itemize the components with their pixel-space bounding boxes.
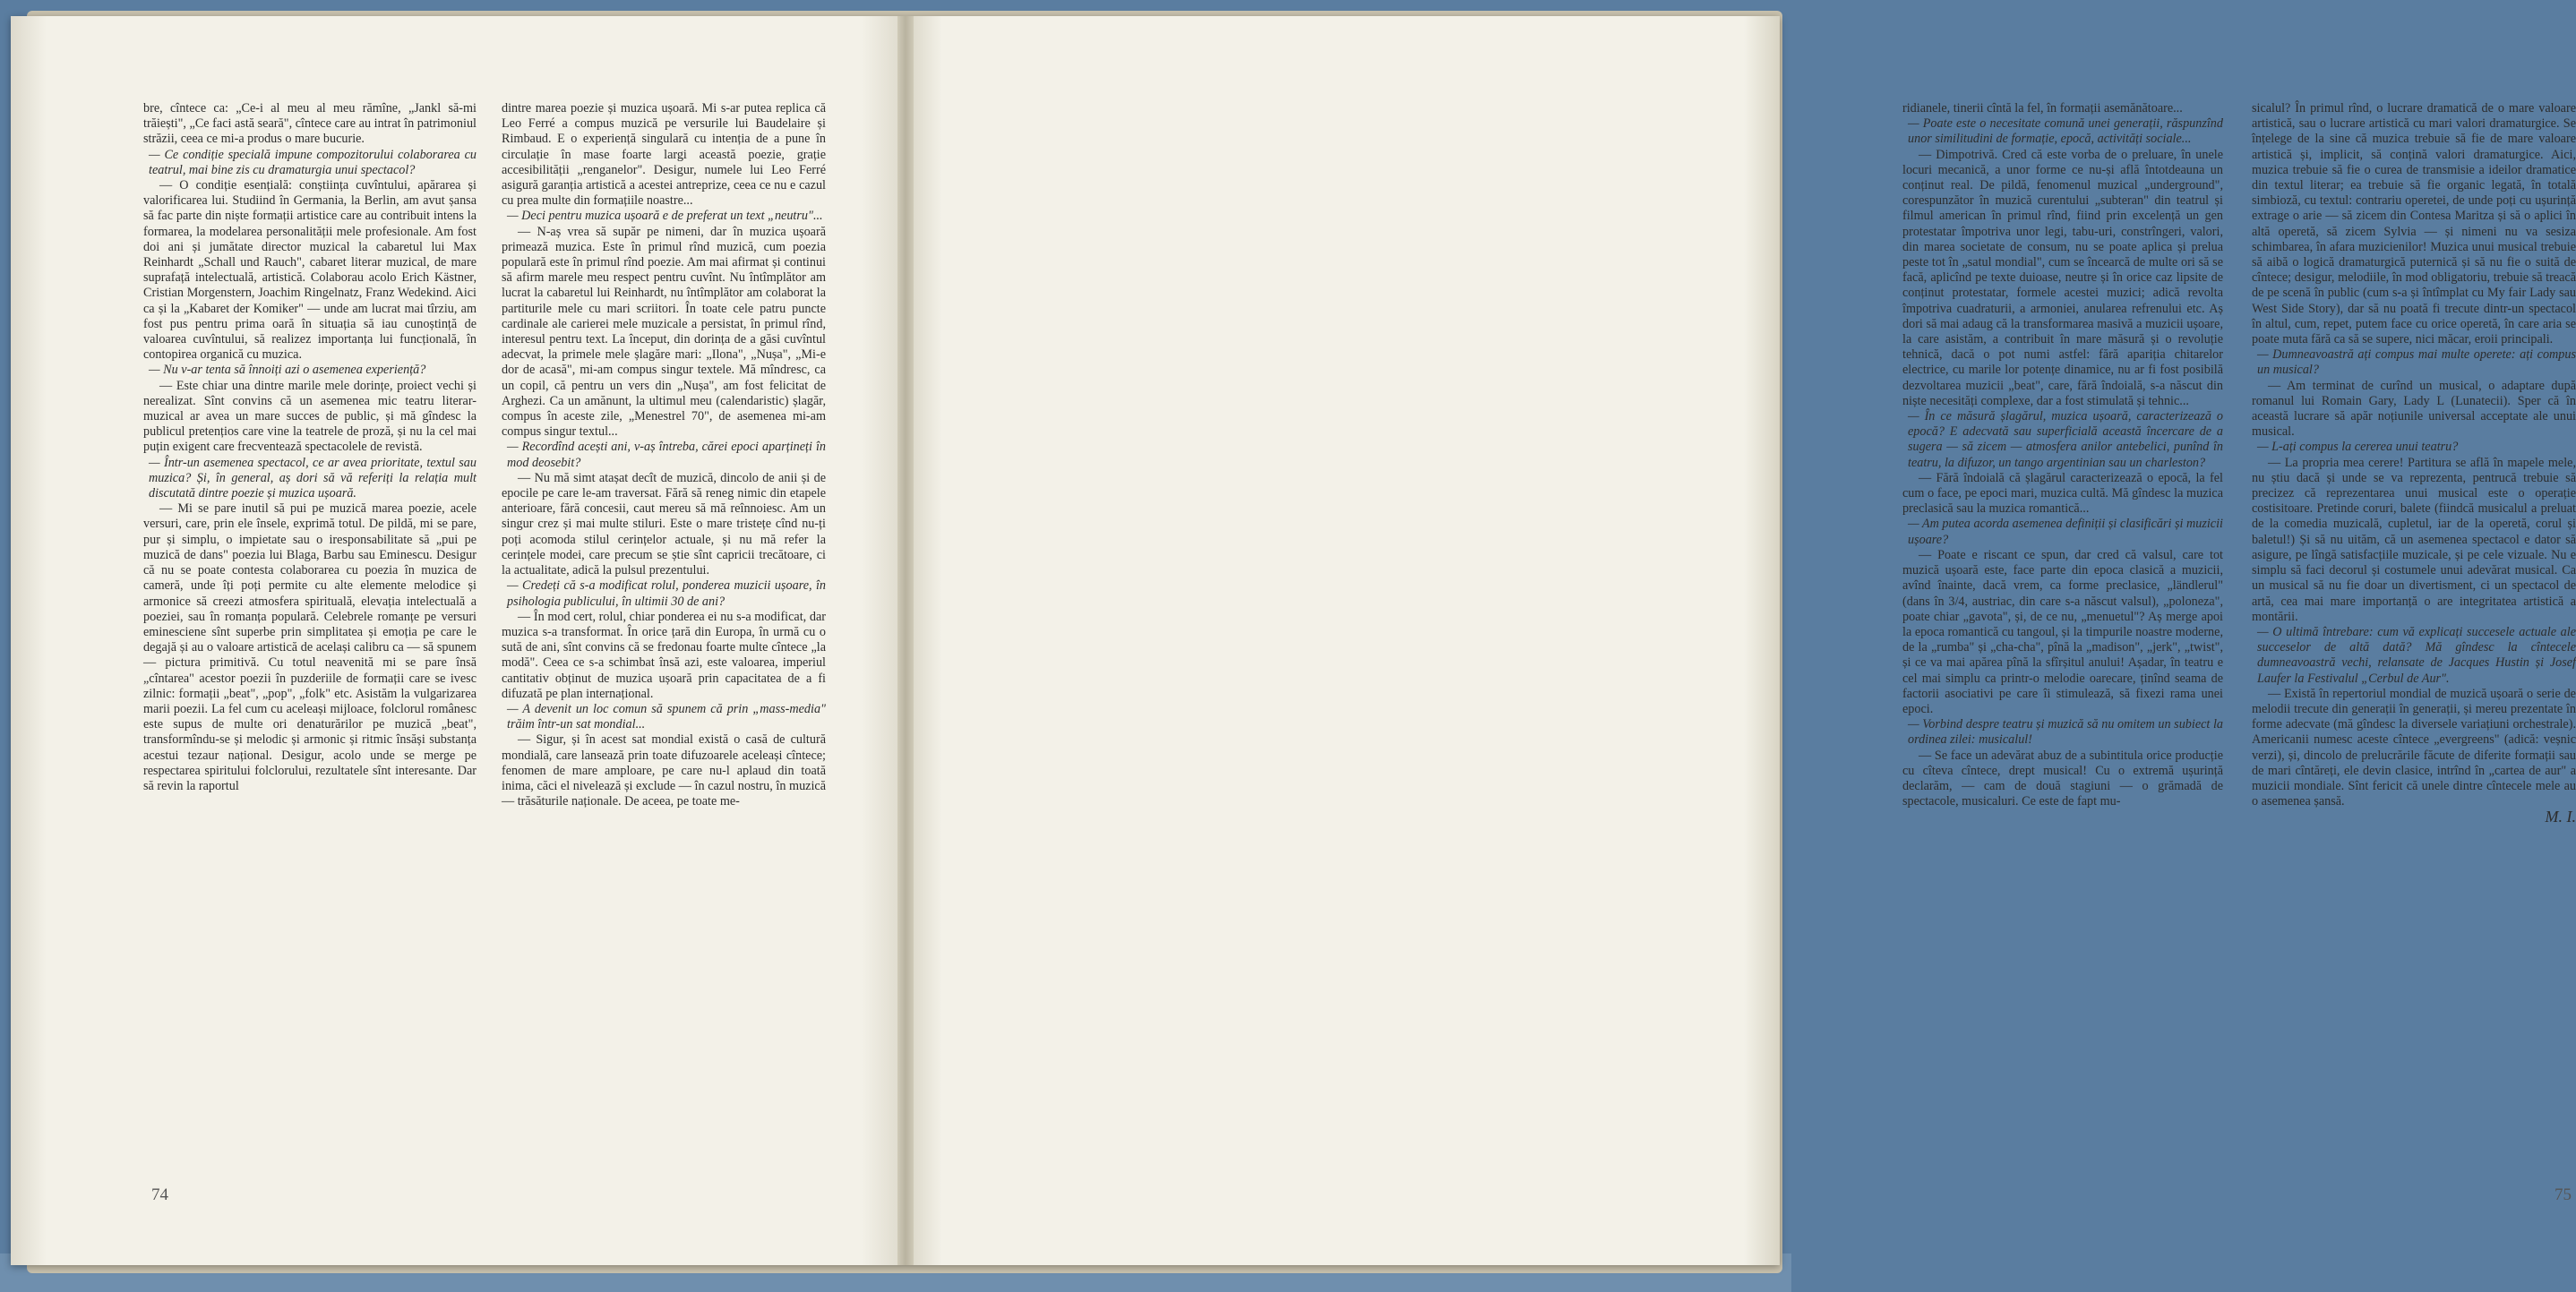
paragraph: — În mod cert, rolul, chiar ponderea ei nu s-a modificat, dar muzica s-a transformat. În orice țară din Europa, în urmă cu o sută de ani, sînt convins că se fredonau foarte multe cîntece „la modă". Ceea ce s-a schimbat însă azi, este valoarea, imperiul cantitativ obținut de muzica ușoară prin capacitatea de a fi difuzată pe plan internațional. <box>502 609 826 701</box>
open-book <box>11 16 2576 1265</box>
left-page-column-2 <box>502 101 826 1149</box>
paragraph: — O condiție esențială: conștiința cuvîntului, apărarea și valorificarea lui. Studiind în Germania, la Berlin, am avut șansa să fac parte din niște formații artistice care au contribuit intens la formarea, la modelarea personalității mele profesionale. Am fost doi ani și jumătate director muzical la cabaretul lui Max Reinhardt „Schall und Rauch", cabaret literar muzical, de mare suprafață intelectuală, artistică. Colaborau acolo Erich Kästner, Cristian Morgenstern, Joachim Ringelnatz, Franz Wedekind. Aici ca și la „Kabaret der Komiker" — unde am lucrat mai tîrziu, am fost pus pentru prima oară în situația să iau cunoștință de valoarea cuvîntului, să realizez importanța lui funcțională, în contopirea organică cu muzica. <box>143 178 477 363</box>
paragraph: sicalul? În primul rînd, o lucrare dramatică de o mare valoare artistică, sau o lucrare artistică cu mari valori dramaturgice. Se înțelege de la sine că muzica trebuie să fie de mare valoare artistică și, implicit, să conțină valori dramaturgice. Aici, muzica trebuie să fie o curea de transmisie a ideilor dramatice din textul literar; ea trebuie să fie organic legată, în totală simbioză, cu textul: contrariu operetei, de unde poți cu ușurință extrage o arie — să zicem din Contesa Maritza și să o aplici în altă operetă, să zicem Sylvia — și nimeni nu va sesiza schimbarea, în afara muzicienilor! Muzica unui musical trebuie să aibă o logică dramaturgică puternică și să nu fie o suită de cîntece; desigur, melodiile, în mod obligatoriu, trebuie să treacă de pe scenă în public (cum s-a și întîmplat cu My fair Lady sau West Side Story), dar să nu poată fi trecute dintr-un spectacol în altul, cum, repet, putem face cu orice operetă, în care aria se poate muta fără ca să se supere, nici măcar, eroii principali. <box>2252 101 2576 347</box>
interview-question: — Am putea acorda asemenea definiții și clasificări și muzicii ușoare? <box>1908 517 2223 547</box>
paragraph: — Poate e riscant ce spun, dar cred că valsul, care tot muzică ușoară este, face parte din epoca clasică a muzicii, avînd înainte, dacă vrem, ca forme preclasice, „ländlerul" (dans în 3/4, austriac, din care s-a născut valsul), „poloneza", poate chiar „gavota", și, de ce nu, „menuetul"? Aș merge apoi la epoca romantică cu tangoul, și la timpurile noastre moderne, de la „rumba" și „cha-cha", pînă la „madison", „jerk", „twist", și ce va mai apărea pînă la sfîrșitul anului! Așadar, în teatru e cel mai simplu ca printr-o melodie oarecare, ținînd seama de factorii asociativi pe care îi stimulează, să fixezi rama unei epoci. <box>1902 547 2223 716</box>
paragraph: ridianele, tinerii cîntă la fel, în formații asemănătoare... <box>1902 101 2183 116</box>
interview-question: — A devenit un loc comun să spunem că prin „mass-media" trăim într-un sat mondial... <box>507 701 826 732</box>
interview-question: — L-ați compus la cererea unui teatru? <box>2257 440 2459 455</box>
interview-question: — Ce condiție specială impune compozitorului colaborarea cu teatrul, mai bine zis cu dramaturgia unui spectacol? <box>149 147 477 177</box>
paragraph: — N-aș vrea să supăr pe nimeni, dar în muzica ușoară primează muzica. Este în primul rînd muzică, cum poezia populară este în primul rînd poezie. Am mai afirmat și continui să afirm marele meu respect pentru cuvînt. Nu întîmplător am lucrat la cabaretul lui Reinhardt, nu întîmplător am colaborat la partiturile mele cu mari scriitori. În toate cele patru puncte cardinale ale carierei mele muzicale a persistat, în primul rînd, interesul pentru text. La început, din dorința de a găsi cuvîntul adecvat, la primele mele șlagăre mari: „Ilona", „Nușa", „Mi-e dor de acasă", mi-am compus singur textele. Mă mîndresc, ca un copil, că pentru un vers din „Nușa", am fost felicitat de Arghezi. Ca un amănunt, la ultimul meu (calendaristic) șlagăr, compus în aceste zile, „Menestrel 70", de asemenea mi-am compus singur textul... <box>502 224 826 440</box>
paragraph: — Fără îndoială că șlagărul caracterizează o epocă, la fel cum o face, pe epoci mari, muzica cultă. Mă gîndesc la muzica preclasică sau la muzica romantică... <box>1902 470 2223 517</box>
interview-question: — Dumneavoastră ați compus mai multe operete: ați compus un musical? <box>2257 347 2576 378</box>
interview-question: — Recordînd acești ani, v-aș întreba, cărei epoci aparțineți în mod deosebit? <box>507 440 826 470</box>
paragraph: — Se face un adevărat abuz de a subintitula orice producție cu cîteva cîntece, drept musical! Cu o extremă ușurință declarăm, — cam de două stagiuni — o grămadă de spectacole, musicaluri. Ce este de fapt mu- <box>1902 748 2223 809</box>
page-number-right: 75 <box>2555 1185 2572 1204</box>
paragraph: — Nu mă simt atașat decît de muzică, dincolo de anii și de epocile pe care le-am traversat. Fără să reneg nimic din etapele anterioare, fără concesii, caut mereu să mă reînnoiesc. Am un singur crez și mai multe stiluri. Este o mare tristețe cînd nu-ți poți acomoda stilul cerințelor actuale, și nu mă refer la cerințele modei, care precum se știe sînt capricii trecătoare, ci la actualitate, adică la pulsul prezentului. <box>502 470 826 578</box>
paragraph: — Sigur, și în acest sat mondial există o casă de cultură mondială, care lansează prin toate difuzoarele aceleași cîntece; fenomen de mare amploare, pe care nu-l aplaud din toată inima, căci el nivelează și exclude — în cazul nostru, în muzică — trăsăturile naționale. De aceea, pe toate me- <box>502 732 826 809</box>
paragraph: bre, cîntece ca: „Ce-i al meu al meu rămîne, „Jankl să-mi trăiești", „Ce faci astă seară", cîntece care au intrat în patrimoniul străzii, ceea ce mi-a produs o mare bucurie. <box>143 101 477 147</box>
interview-question: — Credeți că s-a modificat rolul, ponderea muzicii ușoare, în psihologia publicului, în ultimii 30 de ani? <box>507 578 826 609</box>
paragraph: — Este chiar una dintre marile mele dorințe, proiect vechi și nerealizat. Sînt convins că un asemenea mic teatru literar-muzical ar avea un mare succes de public, și mă gîndesc la publicul pretențios care vine la teatrele de proză, și nu la cel mai puțin exigent care frecventează spectacolele de revistă. <box>143 378 477 455</box>
page-number-left: 74 <box>151 1185 168 1204</box>
right-page <box>906 16 2576 1265</box>
author-signature: M. I. <box>2545 808 2576 826</box>
interview-question: — Poate este o necesitate comună unei generații, răspunzînd unor similitudini de formație, epocă, activități sociale... <box>1908 116 2223 147</box>
interview-question: — În ce măsură șlagărul, muzica ușoară, caracterizează o epocă? E adecvată sau superficială această încercare de a sugera — să zicem — atmosfera anilor antebelici, punînd în teatru, la difuzor, un tango argentinian sau un charleston? <box>1908 409 2223 470</box>
right-page-column-2 <box>2252 101 2576 1149</box>
paragraph: dintre marea poezie și muzica ușoară. Mi s-ar putea replica că Leo Ferré a compus muzică pe versurile lui Baudelaire și Rimbaud. E o experiență singulară cu intenția de a pune în circulație în mase foarte largi această poezie, grație accesibilității „renganelor". Desigur, numele lui Leo Ferré asigură garanția artistică a acestei antreprize, ceea ce nu e cazul cu prea multe din formațiile noastre... <box>502 101 826 209</box>
interview-question: — Nu v-ar tenta să înnoiți azi o asemenea experiență? <box>149 363 426 378</box>
paragraph: — Există în repertoriul mondial de muzică ușoară o serie de melodii trecute din generații în generații, și mereu prezentate în forme adecvate (mă gîndesc la diversele variațiuni orchestrale). Americanii numesc aceste cîntece „evergreens" (adică: veșnic verzi), și, dincolo de prelucrările făcute de diferite formații sau de mari cîntăreți, ele devin clasice, intrînd în „cartea de aur" a muzicii mondiale. Sînt fericit că unele dintre cîntecele mele au o asemenea șansă. <box>2252 686 2576 809</box>
interview-question: — Vorbind despre teatru și muzică să nu omitem un subiect la ordinea zilei: musicalul! <box>1908 717 2223 748</box>
paragraph: — Am terminat de curînd un musical, o adaptare după romanul lui Romain Gary, Lady L (Lunatecii). Sper că în această lucrare să apăr noțiunile universal acceptate ale unui musical. <box>2252 378 2576 440</box>
book-spine <box>897 16 914 1265</box>
paragraph: — Dimpotrivă. Cred că este vorba de o preluare, în unele locuri mecanică, a unor forme ce nu-și află întotdeauna un conținut real. De pildă, fenomenul muzical „underground", corespunzător în muzică curentului „subteran" din teatrul și filmul american în primul rînd, fiind prin excelență un gen protestatar împotriva unor legi, tabu-uri, constrîngeri, valori, din marea societate de consum, nu se poate aplica și prelua peste tot în „satul mondial", cum se încearcă de multe ori să se facă, aplicînd pe texte duioase, neutre și în orice caz lipsite de conținut protestatar, formele acestei muzici; adică revolta împotriva cuadraturii, a armoniei, anularea refrenului etc. Aș dori să mai adaug că la transformarea masivă a muzicii ușoare, la care asistăm, a contribuit în mare măsură și o revoluție tehnică, dacă o pot numi astfel: fără apariția chitarelor electrice, cu marile lor potențe dinamice, nu ar fi fost posibilă dezvoltarea muzicii „beat", care, fără îndoială, s-a născut din niște necesități complexe, dar a fost stimulată și tehnic... <box>1902 147 2223 408</box>
paragraph: — Mi se pare inutil să pui pe muzică marea poezie, acele versuri, care, prin ele însele, exprimă totul. De pildă, mi se pare, pur și simplu, o impietate sau o iresponsabilitate să „pui pe muzică de dans" poezia lui Blaga, Barbu sau Eminescu. Desigur că nu se poate contesta colaborarea cu poezia în muzica de cameră, unde îți poți permite cu alte elemente melodice și armonice să creezi atmosfera spirituală, elevația intelectuală a poeziei, sau în romanța populară. Celebrele romanțe pe versuri eminesciene sînt superbe prin simplitatea și emoția pe care le degajă și au o valoare artistică de același calibru ca — să spunem — pictura primitivă. Cu totul neavenită mi se pare însă „cîntarea" acestor poezii în puzderiile de formații care se ivesc zilnic: formații „beat", „pop", „folk" etc. Asistăm la vulgarizarea marii poezii. La fel cum cu aceleași mijloace, folclorul românesc este supus de multe ori denaturărilor pe muzică „beat", transformîndu-se și melodic și armonic și ritmic însăși substanța acestui tezaur național. Desigur, acolo unde se merge pe respectarea spiritului folclorului, rezultatele sînt interesante. Dar să revin la raportul <box>143 501 477 793</box>
interview-question: — O ultimă întrebare: cum vă explicați succesele actuale ale succeselor de altă dată? Mă gîndesc la cîntecele dumneavoastră vechi, relansate de Jacques Hustin și Josef Laufer la Festivalul „Cerbul de Aur". <box>2257 624 2576 686</box>
left-page-column-1 <box>143 101 477 1149</box>
interview-question: — Deci pentru muzica ușoară e de preferat un text „neutru"... <box>507 209 823 224</box>
interview-question: — Într-un asemenea spectacol, ce ar avea prioritate, textul sau muzica? Și, în general, aș dori să vă referiți la relația mult discutată dintre poezie și muzica ușoară. <box>149 455 477 501</box>
paragraph: — La propria mea cerere! Partitura se află în mapele mele, nu știu dacă și unde se va reprezenta, pentrucă trebuie să precizez că reprezentarea unui musical este o operație costisitoare. Pretinde coruri, balete (fiindcă musicalul a preluat de la comedia muzicală, cupletul, iar de la operetă, corul și baletul!) Și să nu uităm, că un asemenea spectacol e dator să asigure, pe lîngă satisfacțiile muzicale, și pe cele vizuale. Nu e simplu să faci decorul și costumele unui adevărat musical. Ca un musical să nu fie doar un divertisment, ci un spectacol de artă, cea mai mare importanță o are integritatea artistică a montării. <box>2252 455 2576 624</box>
right-page-column-1 <box>1902 101 2223 1149</box>
left-page <box>11 16 906 1265</box>
